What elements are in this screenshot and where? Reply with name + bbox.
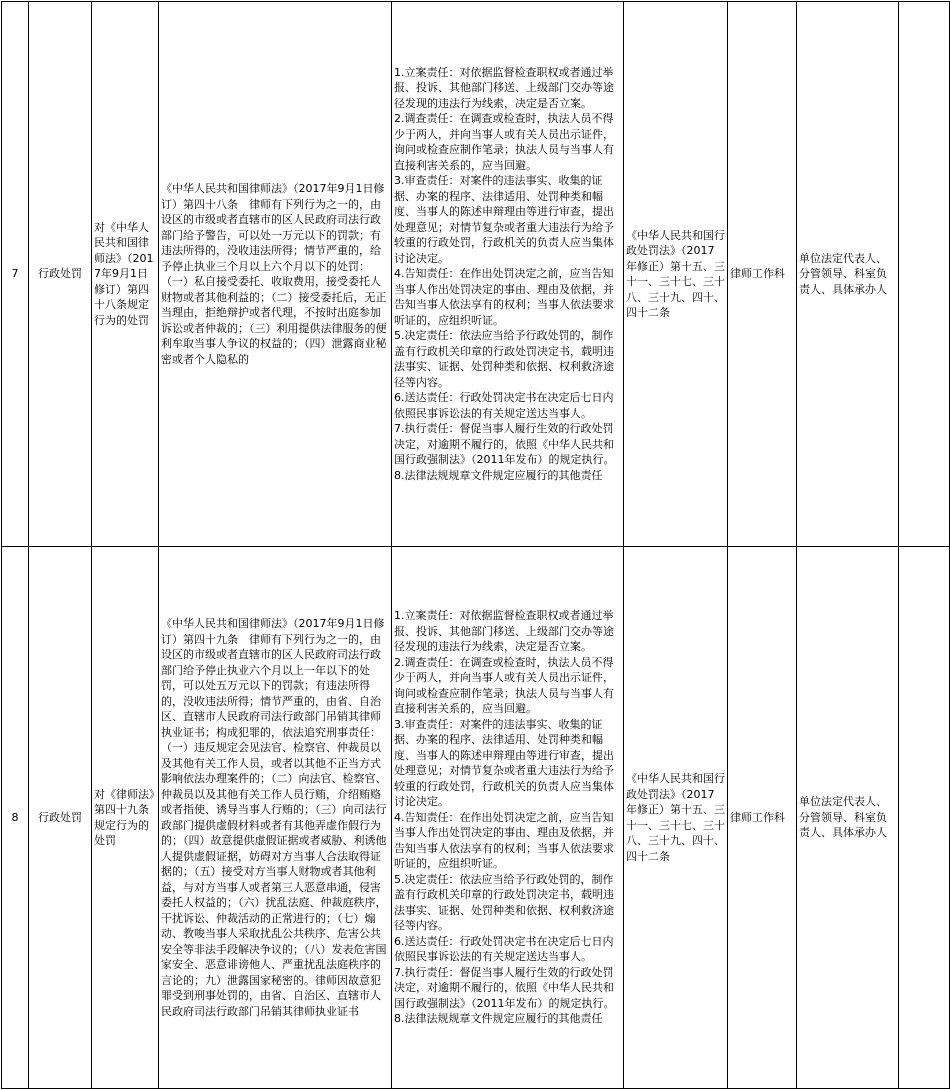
responsibility-item: 7.执行责任：督促当事人履行生效的行政处罚决定，对逾期不履行的，依照《中华人民共和国行政强制法》（2011年发布）的规定执行。 xyxy=(394,965,615,1010)
legal-basis: 《中华人民共和国律师法》（2017年9月1日修订）第四十九条 律师有下列行为之一的，由设区的市级或者直辖市的区人民政府司法行政部门给予停止执业六个月以上一年以下的处罚，可以处五万元以下的罚款；有违法所得的，没收违法所得；情节严重的，由省、自治区、直辖市人民政府司法行政部门吊销其律师执业证书；构成犯罪的，依法追究刑事责任：（一）违反规定会见法官、检察官、仲裁员以及其他有关工作人员，或者以其他不正当方式影响依法办理案件的；（二）向法官、检察官、仲裁员以及其他有关工作人员行贿，介绍贿赂或者指使、诱导当事人行贿的；（三）向司法行政部门提供虚假材料或者有其他弄虚作假行为的；（四）故意提供虚假证据或者威胁、利诱他人提供虚假证据，妨碍对方当事人合法取得证据的；（五）接受对方当事人财物或者其他利益，与对方当事人或者第三人恶意串通，侵害委托人权益的；（六）扰乱法庭、仲裁庭秩序，干扰诉讼、仲裁活动的正常进行的；（七）煽动、教唆当事人采取扰乱公共秩序、危害公共安全等非法手段解决争议的；（八）发表危害国家安全、恶意诽谤他人、严重扰乱法庭秩序的言论的；九）泄露国家秘密的。律师因故意犯罪受到刑事处罚的，由省、自治区、直辖市人民政府司法行政部门吊销其律师执业证书 xyxy=(159,547,392,1089)
power-category: 行政处罚 xyxy=(29,547,92,1089)
responsible-persons: 单位法定代表人、分管领导、科室负责人、具体承办人 xyxy=(797,547,899,1089)
row-number: 7 xyxy=(2,2,29,547)
power-list-table xyxy=(1,1,950,1089)
power-category: 行政处罚 xyxy=(29,2,92,547)
responsibility-item: 2.调查责任：在调查或检查时，执法人员不得少于两人，并向当事人或有关人员出示证件，询问或检查应制作笔录；执法人员与当事人有直接利害关系的，应当回避。 xyxy=(394,112,614,172)
responsibility-item: 3.审查责任：对案件的违法事实、收集的证据、办案的程序、法律适用、处罚种类和幅度、当事人的陈述申辩理由等进行审查，提出处理意见；对情节复杂或者重大违法行为给予较重的行政处罚，行政机关的负责人应当集体讨论决定。 xyxy=(394,717,614,809)
legal-basis: 《中华人民共和国律师法》（2017年9月1日修订）第四十八条 律师有下列行为之一的，由设区的市级或者直辖市的区人民政府司法行政部门给予警告，可以处一万元以下的罚款；有违法所得的，没收违法所得；情节严重的，给予停止执业三个月以上六个月以下的处罚：（一）私自接受委托、收取费用，接受委托人财物或者其他利益的；（二）接受委托后，无正当理由，拒绝辩护或者代理，不按时出庭参加诉讼或者仲裁的；（三）利用提供法律服务的便利牟取当事人争议的权益的；（四）泄露商业秘密或者个人隐私的 xyxy=(159,2,392,547)
responsible-department: 律师工作科 xyxy=(728,547,797,1089)
responsibility-item: 8.法律法规规章文件规定应履行的其他责任 xyxy=(394,1012,603,1026)
responsibility-item: 7.执行责任：督促当事人履行生效的行政处罚决定，对逾期不履行的，依照《中华人民共和国行政强制法》（2011年发布）的规定执行。 xyxy=(394,422,615,467)
responsibility-item: 8.法律法规规章文件规定应履行的其他责任 xyxy=(394,468,603,482)
table-row xyxy=(2,547,950,1089)
responsibility-item: 3.审查责任：对案件的违法事实、收集的证据、办案的程序、法律适用、处罚种类和幅度、当事人的陈述申辩理由等进行审查，提出处理意见；对情节复杂或者重大违法行为给予较重的行政处罚，行政机关的负责人应当集体讨论决定。 xyxy=(394,174,614,265)
responsibility-item: 2.调查责任：在调查或检查时，执法人员不得少于两人，并向当事人或有关人员出示证件，询问或检查应制作笔录；执法人员与当事人有直接利害关系的，应当回避。 xyxy=(394,655,614,716)
responsibility-item: 1.立案责任：对依据监督检查职权或者通过举报、投诉、其他部门移送、上级部门交办等途径发现的违法行为线索，决定是否立案。 xyxy=(394,65,614,110)
responsibility-list xyxy=(392,2,624,547)
responsibility-item: 4.告知责任：在作出处罚决定之前，应当告知当事人作出处罚决定的事由、理由及依据，并告知当事人依法享有的权利；当事人依法要求听证的，应组织听证。 xyxy=(394,267,614,327)
responsible-persons: 单位法定代表人、分管领导、科室负责人、具体承办人 xyxy=(797,2,899,547)
responsibility-item: 1.立案责任：对依据监督检查职权或者通过举报、投诉、其他部门移送、上级部门交办等途径发现的违法行为线索，决定是否立案。 xyxy=(394,609,614,654)
row-number: 8 xyxy=(2,547,29,1089)
responsible-department: 律师工作科 xyxy=(728,2,797,547)
power-item-name: 对《中华人民共和国律师法》（2017年9月1日修订）第四十八条规定行为的处罚 xyxy=(92,2,159,547)
remarks-cell xyxy=(899,547,950,1089)
responsibility-item: 6.送达责任：行政处罚决定书在决定后七日内依照民事诉讼法的有关规定送达当事人。 xyxy=(394,391,614,420)
power-item-name: 对《律师法》第四十九条规定行为的处罚 xyxy=(92,547,159,1089)
responsibility-item: 6.送达责任：行政处罚决定书在决定后七日内依照民事诉讼法的有关规定送达当事人。 xyxy=(394,934,614,964)
responsibility-item: 4.告知责任：在作出处罚决定之前，应当告知当事人作出处罚决定的事由、理由及依据，并告知当事人依法享有的权利；当事人依法要求听证的，应组织听证。 xyxy=(394,810,614,871)
table-row xyxy=(2,2,950,547)
responsibility-list xyxy=(392,547,624,1089)
responsibility-item: 5.决定责任：依法应当给予行政处罚的，制作盖有行政机关印章的行政处罚决定书，载明违法事实、证据、处罚种类和依据、权利救济途径等内容。 xyxy=(394,872,614,933)
responsibility-basis: 《中华人民共和国行政处罚法》（2017年修正）第十五、三十一、三十七、三十八、三十九、四十、四十二条 xyxy=(624,547,728,1089)
remarks-cell xyxy=(899,2,950,547)
responsibility-item: 5.决定责任：依法应当给予行政处罚的，制作盖有行政机关印章的行政处罚决定书，载明违法事实、证据、处罚种类和依据、权利救济途径等内容。 xyxy=(394,329,614,389)
responsibility-basis: 《中华人民共和国行政处罚法》（2017年修正）第十五、三十一、三十七、三十八、三十九、四十、四十二条 xyxy=(624,2,728,547)
